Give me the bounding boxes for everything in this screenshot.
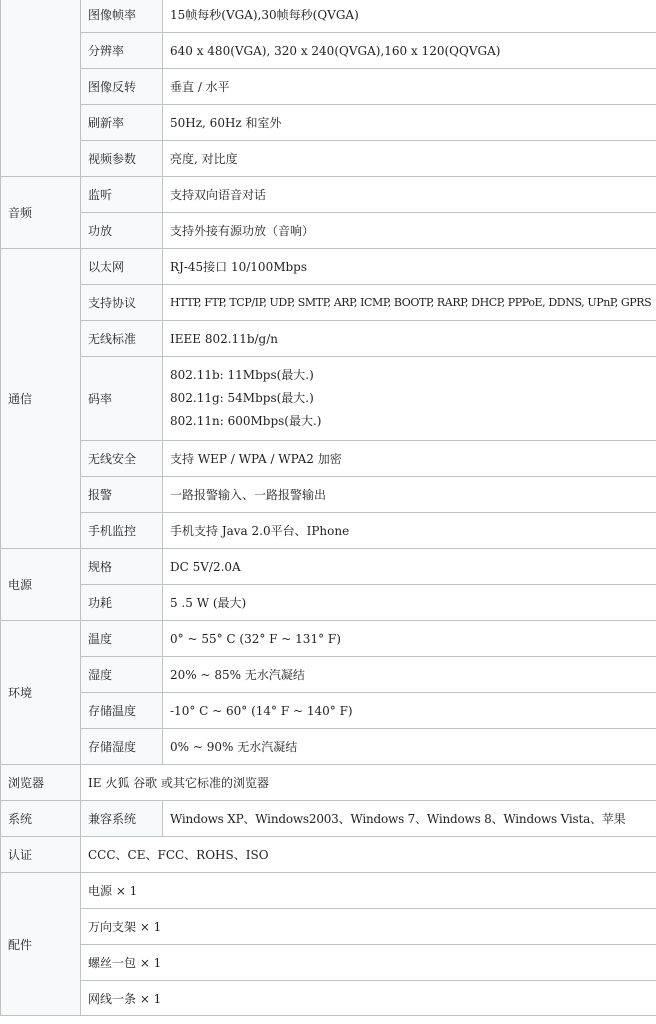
table-row: [1, 693, 656, 729]
value-cell: 0% ~ 90% 无水汽凝结: [163, 729, 656, 765]
accessory-item: 网线一条 × 1: [81, 981, 656, 1016]
key-cell: 图像帧率: [81, 0, 163, 33]
category-cell-system: 系统: [1, 801, 81, 837]
key-cell: 报警: [81, 477, 163, 513]
key-cell: 湿度: [81, 657, 163, 693]
key-cell: 功放: [81, 213, 163, 249]
key-cell: 监听: [81, 177, 163, 213]
value-cell: 支持 WEP / WPA / WPA2 加密: [163, 441, 656, 477]
key-cell: 无线安全: [81, 441, 163, 477]
value-cell: 0° ~ 55° C (32° F ~ 131° F): [163, 621, 656, 657]
value-cell: IEEE 802.11b/g/n: [163, 321, 656, 357]
table-row: [1, 837, 656, 873]
table-row: [1, 657, 656, 693]
category-cell-accessories: 配件: [1, 873, 81, 1016]
table-row: [1, 0, 656, 33]
value-cell: IE 火狐 谷歌 或其它标准的浏览器: [81, 765, 656, 801]
table-row: [1, 801, 656, 837]
bitrate-line: 802.11n: 600Mbps(最大.): [170, 414, 322, 428]
value-cell: HTTP, FTP, TCP/IP, UDP, SMTP, ARP, ICMP, BOOTP, RARP, DHCP, PPPoE, DDNS, UPnP, GPRS: [163, 285, 656, 321]
value-cell: RJ-45接口 10/100Mbps: [163, 249, 656, 285]
category-cell-environment: 环境: [1, 621, 81, 765]
key-cell: 刷新率: [81, 105, 163, 141]
table-row: [1, 585, 656, 621]
key-cell: 存储温度: [81, 693, 163, 729]
table-row: [1, 513, 656, 549]
value-cell: 50Hz, 60Hz 和室外: [163, 105, 656, 141]
category-cell-audio: 音频: [1, 177, 81, 249]
key-cell: 视频参数: [81, 141, 163, 177]
key-cell: 规格: [81, 549, 163, 585]
key-cell: 码率: [81, 357, 163, 441]
table-row: [1, 441, 656, 477]
table-row: [1, 945, 656, 981]
table-row: [1, 213, 656, 249]
accessory-item: 螺丝一包 × 1: [81, 945, 656, 981]
key-cell: 无线标准: [81, 321, 163, 357]
key-cell: 支持协议: [81, 285, 163, 321]
category-cell-communication: 通信: [1, 249, 81, 549]
value-cell: 支持双向语音对话: [163, 177, 656, 213]
table-row: [1, 321, 656, 357]
bitrate-line: 802.11g: 54Mbps(最大.): [170, 391, 314, 405]
value-cell: 5 .5 W (最大): [163, 585, 656, 621]
table-row: [1, 249, 656, 285]
key-cell: 功耗: [81, 585, 163, 621]
value-cell: [163, 357, 656, 441]
table-row: [1, 621, 656, 657]
key-cell: 兼容系统: [81, 801, 163, 837]
value-cell: -10° C ~ 60° (14° F ~ 140° F): [163, 693, 656, 729]
table-row: [1, 33, 656, 69]
table-row: [1, 873, 656, 909]
category-cell-browser: 浏览器: [1, 765, 81, 801]
bitrate-line: 802.11b: 11Mbps(最大.): [170, 368, 314, 382]
accessory-item: 电源 × 1: [81, 873, 656, 909]
value-cell: CCC、CE、FCC、ROHS、ISO: [81, 837, 656, 873]
value-cell: 垂直 / 水平: [163, 69, 656, 105]
key-cell: 分辨率: [81, 33, 163, 69]
category-cell-certification: 认证: [1, 837, 81, 873]
table-row: [1, 69, 656, 105]
key-cell: 以太网: [81, 249, 163, 285]
value-cell: 一路报警输入、一路报警输出: [163, 477, 656, 513]
key-cell: 温度: [81, 621, 163, 657]
value-cell: 20% ~ 85% 无水汽凝结: [163, 657, 656, 693]
table-row: [1, 729, 656, 765]
category-cell-power: 电源: [1, 549, 81, 621]
key-cell: 图像反转: [81, 69, 163, 105]
table-row: [1, 285, 656, 321]
table-row: [1, 357, 656, 441]
category-cell-video: [1, 0, 81, 177]
key-cell: 手机监控: [81, 513, 163, 549]
value-cell: 15帧每秒(VGA),30帧每秒(QVGA): [163, 0, 656, 33]
value-cell: 手机支持 Java 2.0平台、IPhone: [163, 513, 656, 549]
table-row: [1, 549, 656, 585]
value-cell: 640 x 480(VGA), 320 x 240(QVGA),160 x 120(QQVGA): [163, 33, 656, 69]
key-cell: 存储湿度: [81, 729, 163, 765]
table-row: [1, 141, 656, 177]
table-row: [1, 765, 656, 801]
table-row: [1, 177, 656, 213]
value-cell: 支持外接有源功放（音响）: [163, 213, 656, 249]
table-row: [1, 105, 656, 141]
accessory-item: 万向支架 × 1: [81, 909, 656, 945]
table-row: [1, 909, 656, 945]
table-row: [1, 981, 656, 1016]
table-row: [1, 477, 656, 513]
value-cell: DC 5V/2.0A: [163, 549, 656, 585]
value-cell: 亮度, 对比度: [163, 141, 656, 177]
value-cell: Windows XP、Windows2003、Windows 7、Windows 8、Windows Vista、苹果: [163, 801, 656, 837]
